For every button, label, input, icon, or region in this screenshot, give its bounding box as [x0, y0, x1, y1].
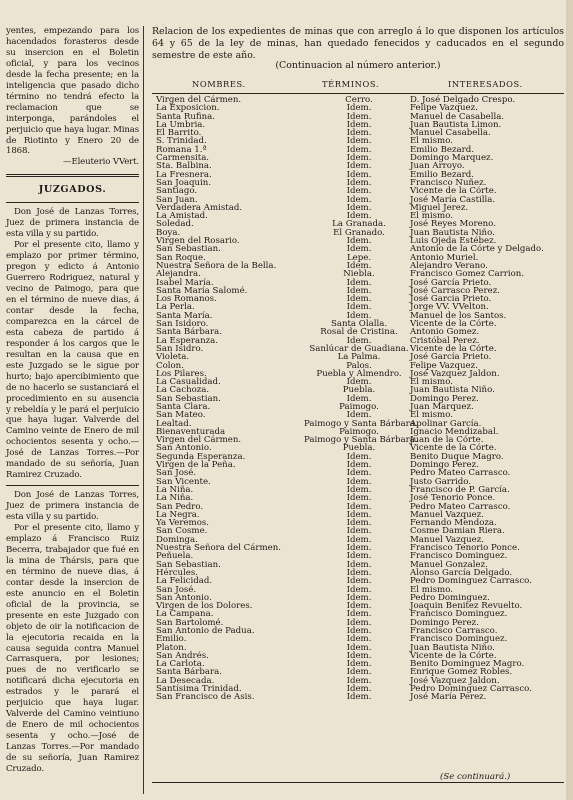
cell-termino: Idem. — [346, 285, 372, 296]
cell-termino: Idem. — [346, 236, 372, 247]
cell-nombre: Segunda Esperanza. — [156, 451, 246, 462]
cell-interesado: Justo Garrido. — [410, 476, 471, 487]
cell-interesado: El mismo. — [410, 410, 453, 421]
cell-interesado: José Vazquez Jaldon. — [410, 368, 500, 379]
section-rule — [6, 202, 139, 203]
cell-nombre: Nuestra Señora del Cármen. — [156, 543, 281, 554]
cell-interesado: Alonso García Delgado. — [410, 567, 513, 578]
cell-termino: Idem. — [346, 675, 372, 686]
cell-interesado: José Reyes Moreno. — [410, 219, 496, 230]
cell-nombre: San Juan. — [156, 194, 198, 205]
page-edge — [566, 0, 573, 800]
cell-termino: El Granado. — [333, 227, 385, 238]
cell-interesado: Francisco Gomez Carrion. — [410, 269, 525, 280]
cell-termino: Santa Olalla. — [330, 319, 388, 330]
cell-nombre: Peñuela. — [156, 551, 194, 562]
cell-nombre: San Cosme. — [156, 526, 208, 537]
cell-termino: Paimogo. — [339, 401, 379, 412]
cell-interesado: Benito Dominguez Magro. — [410, 659, 525, 670]
cell-termino: Idem. — [346, 684, 372, 695]
left-column — [6, 26, 139, 796]
cell-interesado: Francisco Dominguez. — [410, 634, 508, 645]
cell-interesado: Pedro Mateo Carrasco. — [410, 468, 511, 479]
cell-termino: Idem. — [346, 601, 372, 612]
cell-nombre: La Amistad. — [156, 211, 208, 222]
cell-termino: Sanlúcar de Guadiana. — [309, 343, 409, 354]
paragraph: Por el presente cito, llamo y emplazo á Francisco Ruiz Becerra, trabajador que fué en la mina de Thársis, para que en término de nueve dias, á contar desde la insercion de este anuncio en el Boletin oficial de la provincia, se presente en este Juzgado con objeto de oir la notificacion de la ejecutoria recaida en la causa seguida contra Manuel Carrasquera, por lesiones; pues de no verificarlo se notificará dicha ejecutoria en estrados y le parará el perjuicio que haya lugar. Valverde del Camino veintiuno de Enero de mil ochocientos sesenta y ocho.—José de Lanzas Torres.—Por mandado de su señoría, Juan Ramirez Cruzado. — [6, 523, 139, 774]
cell-nombre: Boya. — [156, 227, 181, 238]
cell-nombre: San Joaquin. — [156, 177, 212, 188]
cell-nombre: Ya Veremos. — [156, 518, 210, 529]
cell-nombre: La Niña. — [156, 493, 194, 504]
cell-interesado: El mismo. — [410, 211, 453, 222]
cell-nombre: San Isidoro. — [156, 319, 209, 330]
cell-nombre: San Roque. — [156, 252, 206, 263]
cell-interesado: Vicente de la Córte. — [410, 186, 497, 197]
cell-termino: Idem. — [346, 509, 372, 520]
cell-termino: Idem. — [346, 144, 372, 155]
cell-interesado: Antonio Muriel. — [410, 252, 479, 263]
cell-interesado: Manuel Casabella. — [410, 128, 491, 139]
cell-nombre: Romana 1.ª — [156, 144, 207, 155]
cell-interesado: Domingo Perez. — [410, 460, 479, 471]
paragraph: Por el presente cito, llamo y emplazo por primer término, pregon y edicto á Antonio Guerrero Rodriguez, natural y vecino de Paimogo, para que en el término de nueve dias, á contar desde la fecha, comparezca en la cárcel de esta cabeza de partido á responder á los cargos que le resultan en la causa que en este Juzgado se le sigue por hurto; bajo apercibimiento que de no hacerlo se sustanciará el procedimiento en su ausencia y rebeldía y le pará el perjuicio que haya lugar. Valverde del Camino veinte de Enero de mil ochocientos sesenta y ocho.—José de Lanzas Torres.—Por mandado de su señoría, Juan Ramirez Cruzado. — [6, 240, 139, 481]
cell-interesado: Vicente de la Córte. — [410, 319, 497, 330]
cell-interesado: Ignacio Mendizabal. — [410, 426, 499, 437]
cell-termino: Puebla. — [342, 443, 376, 454]
cell-termino: Idem. — [346, 211, 372, 222]
cell-termino: Idem. — [346, 136, 372, 147]
cell-interesado: Manuel Vazquez. — [410, 509, 485, 520]
cell-nombre: San Mateo. — [156, 410, 206, 421]
bottom-rule — [152, 782, 564, 783]
cell-interesado: José María Perez. — [410, 692, 487, 703]
cell-interesado: Juan Bautista Niño. — [410, 642, 495, 653]
cell-termino: Paimogo y Santa Bárbara. — [304, 435, 418, 446]
header-interesados: INTERESADOS. — [448, 79, 523, 89]
cell-interesado: Felipe Vazquez. — [410, 360, 478, 371]
cell-interesado: Alejandro Verano. — [410, 260, 488, 271]
cell-nombre: La Carlota. — [156, 659, 205, 670]
cell-interesado: Apolinar García. — [410, 418, 482, 429]
cell-interesado: José Vazquez Jaldon. — [410, 675, 500, 686]
cell-termino: Idem. — [346, 634, 372, 645]
cell-interesado: José María Castilla. — [410, 194, 496, 205]
cell-nombre: Isabel María. — [156, 277, 214, 288]
cell-nombre: La Campana. — [156, 609, 214, 620]
cell-termino: Idem. — [346, 559, 372, 570]
cell-interesado: Emilio Bezard. — [410, 144, 474, 155]
cell-termino: Idem. — [346, 592, 372, 603]
cell-interesado: Francisco de P. García. — [410, 484, 510, 495]
cell-interesado: José García Prieto. — [410, 277, 492, 288]
cell-interesado: Juan Bautista Niño. — [410, 385, 495, 396]
cell-interesado: Joaquin Benitez Revuelto. — [410, 601, 523, 612]
section-rule — [6, 174, 139, 177]
cell-termino: Idem. — [346, 111, 372, 122]
cell-interesado: El mismo. — [410, 377, 453, 388]
cell-interesado: Manuel de los Santos. — [410, 310, 507, 321]
cell-interesado: Juan Marquez. — [410, 401, 474, 412]
cell-nombre: Santiago. — [156, 186, 198, 197]
cell-interesado: Francisco Carrasco. — [410, 626, 498, 636]
cell-nombre: Bienaventurada — [156, 426, 226, 437]
cell-nombre: San Pedro. — [156, 501, 204, 512]
paragraph: yentes, empezando para los hacendados forasteros desde su insercion en el Boletin oficial, y para los vecinos desde la fecha presente; en la inteligencia que pasado dicho término no tendrá efecto la reclamacion que se interponga, parándoles el perjuicio que haya lugar. Minas de Riotinto y Enero 20 de 1868. — [6, 26, 139, 157]
cell-interesado: Manuel Vazquez. — [410, 534, 485, 545]
cell-nombre: San Sebastian. — [156, 244, 221, 255]
cell-nombre: La Desecada. — [156, 675, 215, 686]
section-rule — [6, 485, 139, 486]
cell-nombre: Hércules. — [156, 567, 199, 578]
cell-termino: Idem. — [346, 194, 372, 205]
cell-interesado: Domingo Marquez. — [410, 153, 494, 164]
table-column-headers — [152, 79, 564, 94]
continuation-subtitle: (Continuacion al número anterior.) — [275, 60, 441, 71]
cell-interesado: Francisco Dominguez. — [410, 551, 508, 562]
cell-interesado: Pedro Dominguez. — [410, 592, 490, 603]
cell-nombre: Virgen de los Dolores. — [156, 601, 253, 612]
paragraph: Don José de Lanzas Torres, Juez de primera instancia de esta villa y su partido. — [6, 490, 139, 523]
cell-nombre: San Sebastian. — [156, 559, 221, 570]
cell-termino: Idem. — [346, 551, 372, 562]
cell-interesado: Juan Arroyo. — [410, 161, 465, 172]
cell-interesado: El mismo. — [410, 136, 453, 147]
cell-interesado: El mismo. — [410, 584, 453, 595]
cell-nombre: San Isidro. — [156, 343, 204, 354]
cell-interesado: Antonio Gomez. — [410, 327, 480, 338]
cell-termino: Idem. — [346, 244, 372, 255]
cell-nombre: San José. — [156, 468, 197, 479]
cell-nombre: Carmensita. — [156, 153, 210, 164]
cell-nombre: La Fresnera. — [156, 169, 212, 180]
cell-nombre: La Casualidad. — [156, 377, 221, 388]
cell-termino: Idem. — [346, 468, 372, 479]
cell-nombre: San Andrés. — [156, 650, 209, 661]
cell-nombre: La Niña. — [156, 484, 194, 495]
cell-interesado: Francisco Tenorio Ponce. — [410, 543, 520, 554]
cell-termino: Idem. — [346, 667, 372, 678]
cell-termino: Idem. — [346, 128, 372, 139]
cell-termino: Idem. — [346, 169, 372, 180]
cell-nombre: San Sebastian. — [156, 393, 221, 404]
cell-interesado: Pedro Dominguez Carrasco. — [410, 684, 532, 695]
cell-interesado: Antonio de la Córte y Delgado. — [410, 244, 544, 255]
cell-termino: Niebla. — [343, 269, 375, 280]
cell-termino: Idem. — [346, 650, 372, 661]
cell-interesado: José Tenorio Ponce. — [410, 493, 496, 504]
cell-nombre: Santísima Trinidad. — [156, 684, 242, 695]
cell-termino: Paimogo y Santa Bárbara. — [304, 418, 418, 429]
cell-termino: Rosal de Cristina. — [320, 327, 398, 338]
cell-nombre: La Perla. — [156, 302, 195, 313]
cell-termino: Idem. — [346, 302, 372, 313]
cell-nombre: La Cachoza. — [156, 385, 210, 396]
cell-nombre: Nuestra Señora de la Bella. — [156, 260, 277, 271]
cell-termino: Idem. — [346, 493, 372, 504]
cell-interesado: Cristóbal Perez. — [410, 335, 480, 346]
cell-nombre: Los Romanos. — [156, 294, 217, 305]
cell-nombre: Verdadera Amistad. — [156, 202, 243, 213]
cell-interesado: Emilio Bezard. — [410, 169, 474, 180]
cell-termino: Idem. — [346, 526, 372, 537]
cell-nombre: La Umbria. — [156, 119, 206, 130]
header-nombres: NOMBRES. — [192, 79, 246, 89]
cell-termino: Idem. — [346, 543, 372, 554]
cell-termino: Idem. — [346, 451, 372, 462]
cell-nombre: Virgen del Cármen. — [156, 95, 242, 105]
continues-note: (Se continuará.) — [440, 772, 511, 782]
cell-nombre: La Esperanza. — [156, 335, 218, 346]
cell-termino: Idem. — [346, 659, 372, 670]
relacion-header: Relacion de los expedientes de minas que con arreglo á lo que disponen los artículos 64 y 65 de la ley de minas, han quedado fenecidos y caducados en el segundo semestre de este año. — [152, 26, 564, 61]
cell-termino: Idem. — [346, 518, 372, 529]
cell-termino: Idem. — [346, 692, 372, 703]
cell-nombre: Platon. — [156, 642, 187, 653]
cell-interesado: Juan de la Córte. — [410, 435, 484, 446]
cell-interesado: Enrique Gomez Robles. — [410, 667, 513, 678]
cell-termino: Cerro. — [345, 95, 373, 105]
cell-termino: Idem. — [346, 103, 372, 114]
table-row — [152, 693, 564, 701]
cell-termino: La Granada. — [332, 219, 386, 230]
cell-nombre: Colon. — [156, 360, 184, 371]
cell-termino: Idem. — [346, 202, 372, 213]
cell-termino: Idem. — [346, 484, 372, 495]
cell-nombre: Virgen de la Peña. — [156, 460, 236, 471]
cell-interesado: Miguel Jerez. — [410, 202, 469, 213]
cell-nombre: Los Pilares. — [156, 368, 207, 379]
cell-nombre: La Exposicion. — [156, 103, 220, 114]
mines-table — [152, 96, 564, 702]
cell-nombre: El Barrito. — [156, 128, 202, 139]
cell-interesado: Vicente de la Córte. — [410, 343, 497, 354]
cell-interesado: Domingo Perez. — [410, 617, 479, 628]
cell-termino: La Palma. — [337, 352, 381, 363]
cell-interesado: Fernando Mendoza. — [410, 518, 497, 529]
cell-termino: Palos. — [346, 360, 372, 371]
cell-nombre: San Antonio. — [156, 443, 212, 454]
cell-interesado: Francisco Dominguez. — [410, 609, 508, 620]
cell-termino: Idem. — [346, 567, 372, 578]
cell-termino: Idem. — [346, 576, 372, 587]
cell-termino: Idem. — [346, 294, 372, 305]
cell-termino: Idem. — [346, 260, 372, 271]
cell-nombre: Virgen del Rosario. — [156, 236, 240, 247]
signature: —Eleuterio VVert. — [63, 157, 139, 168]
cell-nombre: San Vicente. — [156, 476, 211, 487]
cell-nombre: Emilio. — [156, 634, 187, 645]
cell-interesado: Juan Bautista Limon. — [410, 119, 502, 130]
cell-interesado: Domingo Perez. — [410, 393, 479, 404]
cell-interesado: José Garcia Prieto. — [410, 294, 492, 305]
cell-nombre: S. Trinidad. — [156, 136, 207, 147]
cell-nombre: Dominga. — [156, 534, 198, 545]
cell-nombre: Santa Bárbara. — [156, 667, 222, 678]
cell-interesado: Manuel de Casabella. — [410, 111, 505, 122]
paragraph: Don José de Lanzas Torres, Juez de primera instancia de esta villa y su partido. — [6, 207, 139, 240]
cell-termino: Idem. — [346, 460, 372, 471]
cell-termino: Puebla y Almendro. — [316, 368, 402, 379]
header-terminos: TÉRMINOS. — [322, 79, 380, 89]
cell-nombre: San Antonio de Padua. — [156, 626, 255, 636]
cell-termino: Idem. — [346, 534, 372, 545]
cell-termino: Idem. — [346, 410, 372, 421]
cell-nombre: Santa María Salomé. — [156, 285, 248, 296]
cell-nombre: Sta. Balbina. — [156, 161, 212, 172]
cell-termino: Idem. — [346, 161, 372, 172]
cell-interesado: Benito Duque Magro. — [410, 451, 504, 462]
cell-nombre: Santa Clara. — [156, 401, 211, 412]
cell-termino: Lepe. — [346, 252, 372, 263]
cell-termino: Idem. — [346, 119, 372, 130]
cell-termino: Idem. — [346, 393, 372, 404]
cell-interesado: Cosme Damian Riera. — [410, 526, 505, 537]
cell-nombre: Virgen del Cármen. — [156, 435, 242, 446]
cell-termino: Idem. — [346, 177, 372, 188]
cell-termino: Idem. — [346, 609, 372, 620]
cell-termino: Idem. — [346, 335, 372, 346]
section-heading: JUZGADOS. — [38, 184, 107, 196]
cell-nombre: San Francisco de Asis. — [156, 692, 255, 703]
cell-interesado: José Carrasco Perez. — [410, 285, 500, 296]
cell-termino: Idem. — [346, 186, 372, 197]
cell-nombre: San José. — [156, 584, 197, 595]
cell-interesado: José García Prieto. — [410, 352, 492, 363]
cell-interesado: Vicente de la Córte. — [410, 443, 497, 454]
cell-interesado: Felipe Vazquez. — [410, 103, 478, 114]
cell-termino: Idem. — [346, 377, 372, 388]
cell-nombre: La Negra. — [156, 509, 200, 520]
cell-termino: Idem. — [346, 501, 372, 512]
cell-termino: Idem. — [346, 584, 372, 595]
cell-interesado: Manuel Gonzalez. — [410, 559, 488, 570]
cell-termino: Puebla. — [342, 385, 376, 396]
cell-interesado: Juan Bautista Niño. — [410, 227, 495, 238]
cell-nombre: San Bartolomé. — [156, 617, 224, 628]
cell-termino: Idem. — [346, 642, 372, 653]
cell-termino: Idem. — [346, 617, 372, 628]
cell-interesado: Pedro Mateo Carrasco. — [410, 501, 511, 512]
cell-termino: Idem. — [346, 153, 372, 164]
cell-termino: Paimogo. — [339, 426, 379, 437]
cell-interesado: Pedro Dominguez Carrasco. — [410, 576, 532, 587]
cell-interesado: D. José Delgado Crespo. — [410, 95, 516, 105]
cell-nombre: San Antonio. — [156, 592, 212, 603]
cell-nombre: Santa Rufina. — [156, 111, 215, 122]
cell-termino: Idem. — [346, 476, 372, 487]
cell-interesado: Vicente de la Córte. — [410, 650, 497, 661]
cell-interesado: Francisco Nuñez. — [410, 177, 487, 188]
cell-nombre: Violeta. — [156, 352, 190, 363]
cell-nombre: Alejandra. — [156, 269, 201, 280]
cell-interesado: Luis Ojeda Estébez. — [410, 236, 497, 247]
cell-termino: Idem. — [346, 626, 372, 636]
cell-nombre: Santa María. — [156, 310, 213, 321]
cell-nombre: Santa Bárbara. — [156, 327, 222, 338]
cell-nombre: La Felicidad. — [156, 576, 213, 587]
cell-nombre: Lealtad. — [156, 418, 192, 429]
column-divider — [143, 26, 144, 794]
cell-nombre: Soledad. — [156, 219, 194, 230]
cell-interesado: Jorge VV. VVelton. — [410, 302, 489, 313]
cell-termino: Idem. — [346, 310, 372, 321]
cell-termino: Idem. — [346, 277, 372, 288]
